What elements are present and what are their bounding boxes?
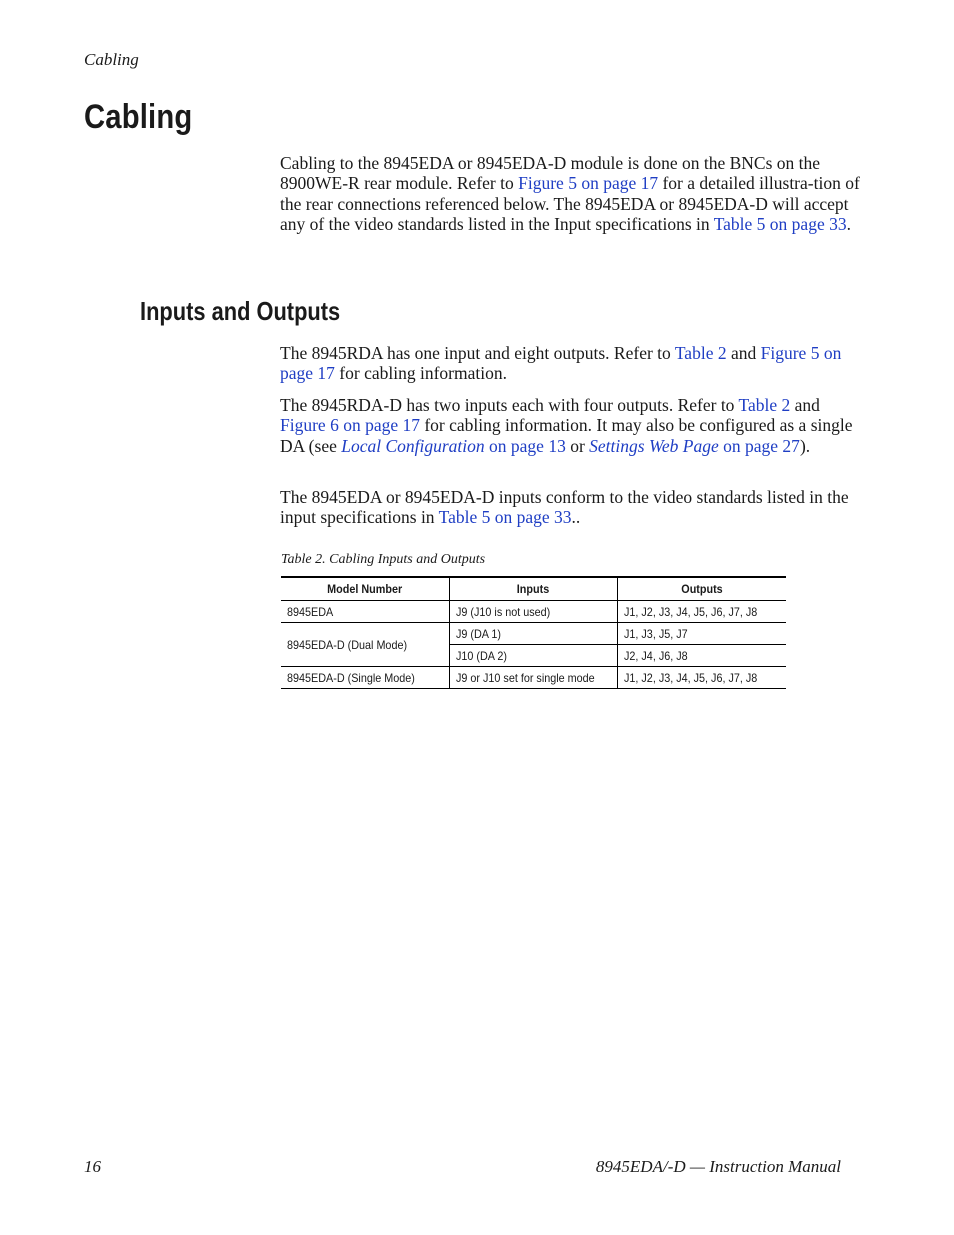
section-heading: Inputs and Outputs [140, 296, 341, 326]
link-table-2[interactable]: Table 2 [674, 343, 727, 363]
column-header-outputs: Outputs [617, 577, 786, 601]
page-title: Cabling [84, 98, 193, 136]
cell-outputs: J1, J2, J3, J4, J5, J6, J7, J8 [617, 601, 786, 623]
cell-inputs: J9 or J10 set for single mode [449, 667, 617, 689]
column-header-inputs: Inputs [449, 577, 617, 601]
link-table-5-b[interactable]: Table 5 on page 33 [438, 507, 572, 528]
paragraph-8945rda-d: The 8945RDA-D has two inputs each with four outputs. Refer to Table 2 and Figure 6 on page 17 for cabling information. It may also be configured as a single DA (see Local Configuration on page 13 or Settings Web Page on page 27). [280, 395, 853, 456]
cabling-table [281, 576, 786, 689]
table-row [281, 623, 786, 645]
table-row [281, 601, 786, 623]
paragraph-inputs-conform: The 8945EDA or 8945EDA-D inputs conform to the video standards listed in the input specifications in Table 5 on page 33.. [280, 487, 849, 528]
table-row [281, 667, 786, 689]
cell-inputs: J9 (DA 1) [449, 623, 617, 645]
link-table-5[interactable]: Table 5 on page 33 [713, 214, 847, 235]
link-figure-6[interactable]: Figure 6 on page 17 [280, 415, 420, 436]
link-table-2-b[interactable]: Table 2 [738, 395, 791, 415]
cell-outputs: J1, J3, J5, J7 [617, 623, 786, 645]
page-number: 16 [84, 1157, 101, 1176]
column-header-model: Model Number [281, 577, 449, 601]
intro-paragraph: Cabling to the 8945EDA or 8945EDA-D module is done on the BNCs on the 8900WE-R rear module. Refer to Figure 5 on page 17 for a detailed illustra-tion of the rear connections referenced below. The 8945EDA or 8945EDA-D will accept any of the video standards listed in the Input specifications in Table 5 on page 33. [280, 153, 860, 235]
cell-outputs: J2, J4, J6, J8 [617, 645, 786, 667]
document-title: 8945EDA/-D — Instruction Manual [595, 1157, 841, 1176]
table-header-row [281, 577, 786, 601]
cell-inputs: J9 (J10 is not used) [449, 601, 617, 623]
table-caption: Table 2. Cabling Inputs and Outputs [281, 552, 486, 567]
link-figure-5-b[interactable]: Figure 5 on page 17 [280, 343, 842, 384]
cell-model: 8945EDA-D (Single Mode) [281, 667, 449, 689]
paragraph-8945rda: The 8945RDA has one input and eight outputs. Refer to Table 2 and Figure 5 on page 17 for cabling information. [280, 343, 842, 384]
cell-model: 8945EDA-D (Dual Mode) [281, 623, 449, 667]
link-settings-web-page[interactable]: Settings Web Page on page 27 [589, 435, 800, 456]
cell-outputs: J1, J2, J3, J4, J5, J6, J7, J8 [617, 667, 786, 689]
running-header: Cabling [84, 50, 139, 69]
link-local-configuration[interactable]: Local Configuration on page 13 [341, 435, 566, 456]
link-figure-5[interactable]: Figure 5 on page 17 [518, 173, 659, 194]
cell-model: 8945EDA [281, 601, 449, 623]
cell-inputs: J10 (DA 2) [449, 645, 617, 667]
